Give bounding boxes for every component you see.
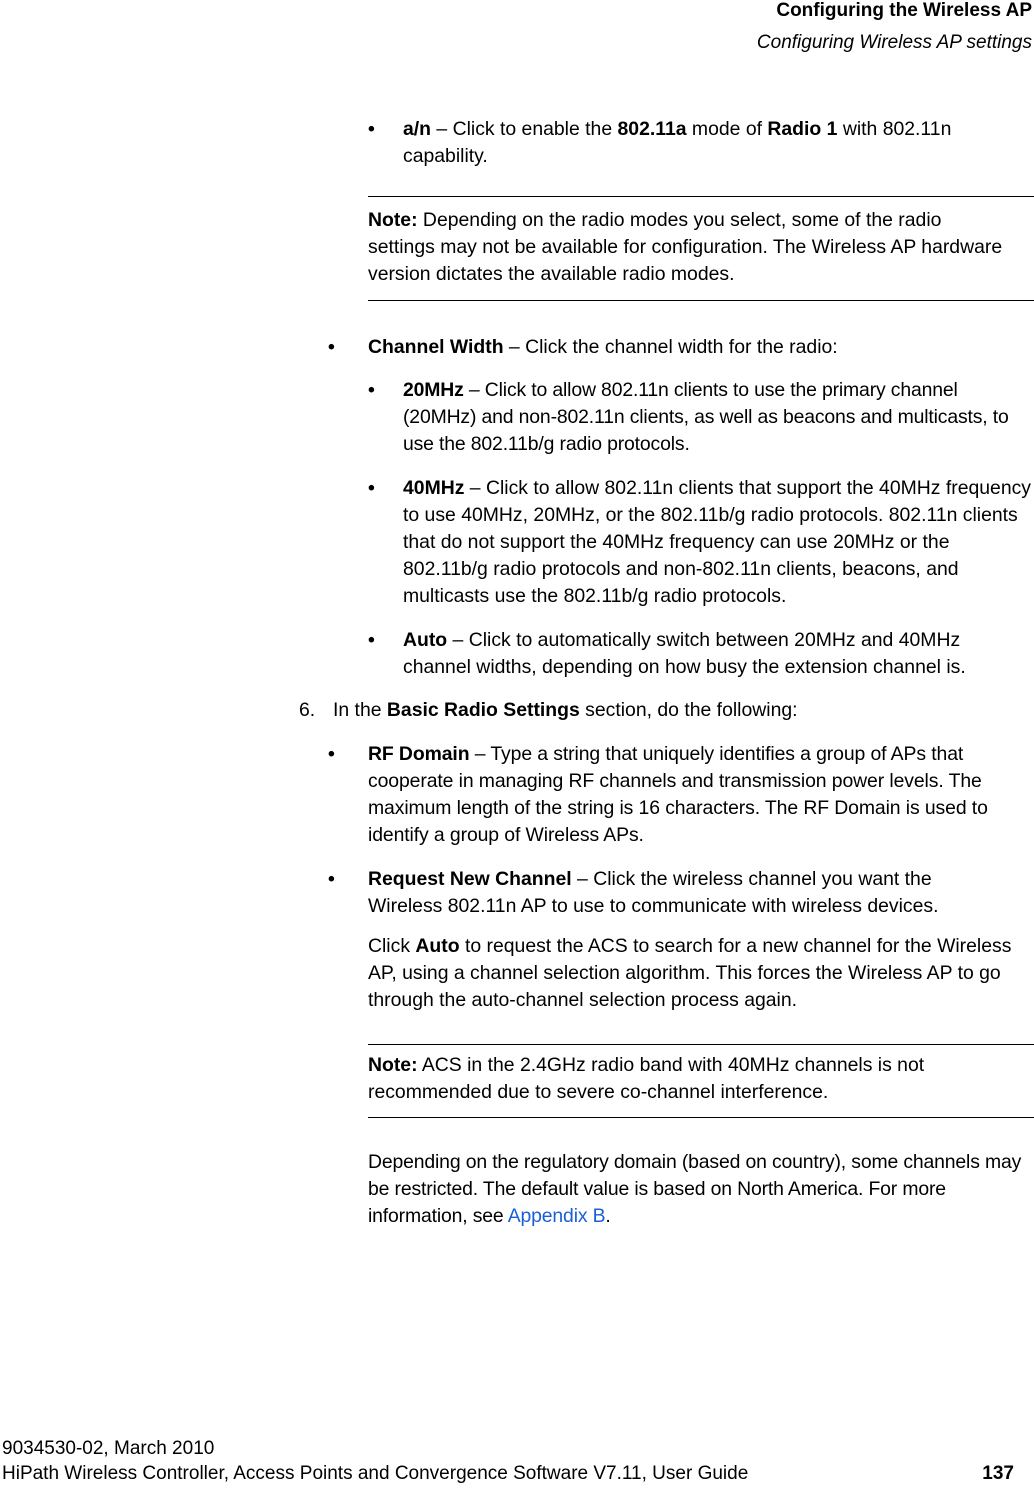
list-item-channel-width: Channel Width – Click the channel width for the radio: — [368, 336, 838, 358]
note-box: Note: ACS in the 2.4GHz radio band with 40MHz channels is not recommended due to severe co-channel interference. — [368, 1054, 925, 1103]
running-header-subtitle: Configuring Wireless AP settings — [756, 32, 1032, 53]
note-top-rule — [368, 1044, 1034, 1045]
bullet-icon: • — [328, 336, 335, 358]
list-item-rf-domain: RF Domain – Type a string that uniquely identifies a group of APs that cooperate in managing RF channels and transmission power levels. The maximum length of the string is 16 characters. The RF Domain is used to identify a group of Wireless APs. — [368, 743, 988, 846]
bullet-icon: • — [368, 379, 375, 401]
bullet-icon: • — [368, 118, 375, 140]
bullet-icon: • — [368, 477, 375, 499]
bullet-icon: • — [328, 868, 335, 890]
note-bottom-rule — [368, 300, 1034, 301]
step-number: 6. — [299, 699, 316, 721]
footer-guide-title: HiPath Wireless Controller, Access Points and Convergence Software V7.11, User Guide — [2, 1463, 749, 1484]
step-6: In the Basic Radio Settings section, do the following: — [333, 699, 798, 721]
list-item-an: a/n – Click to enable the 802.11a mode of Radio 1 with 802.11n capability. — [403, 118, 952, 167]
list-item-40mhz: 40MHz – Click to allow 802.11n clients that support the 40MHz frequency to use 40MHz, 20MHz, or the 802.11b/g radio protocols. 802.11n clients that do not support the 40MHz frequency can use 20MHz or the 802.11b/g radio protocols and non-802.11n clients, beacons, and multicasts use the 802.11b/g radio protocols. — [403, 477, 1032, 607]
note-bottom-rule — [368, 1117, 1034, 1118]
footer-doc-id: 9034530-02, March 2010 — [2, 1438, 215, 1459]
list-item-20mhz: 20MHz – Click to allow 802.11n clients to use the primary channel (20MHz) and non-802.11n clients, as well as beacons and multicasts, to use the 802.11b/g radio protocols. — [403, 379, 1009, 455]
regulatory-paragraph: Depending on the regulatory domain (based on country), some channels may be restricted. The default value is based on North America. For more information, see Appendix B. — [368, 1151, 1022, 1227]
list-item-auto: Auto – Click to automatically switch between 20MHz and 40MHz channel widths, depending on how busy the extension channel is. — [403, 629, 966, 678]
list-item-request-new-channel: Request New Channel – Click the wireless channel you want the Wireless 802.11n AP to use to communicate with wireless devices. — [368, 868, 939, 917]
running-header-title: Configuring the Wireless AP — [776, 0, 1032, 21]
bullet-icon: • — [368, 629, 375, 651]
note-top-rule — [368, 196, 1034, 197]
note-box: Note: Depending on the radio modes you select, some of the radio settings may not be available for configuration. The Wireless AP hardware version dictates the available radio modes. — [368, 209, 1003, 285]
bullet-icon: • — [328, 743, 335, 765]
page-number: 137 — [982, 1463, 1014, 1484]
click-auto-paragraph: Click Auto to request the ACS to search for a new channel for the Wireless AP, using a channel selection algorithm. This forces the Wireless AP to go through the auto-channel selection process again. — [368, 935, 1012, 1011]
appendix-b-link[interactable]: Appendix B — [507, 1205, 606, 1227]
